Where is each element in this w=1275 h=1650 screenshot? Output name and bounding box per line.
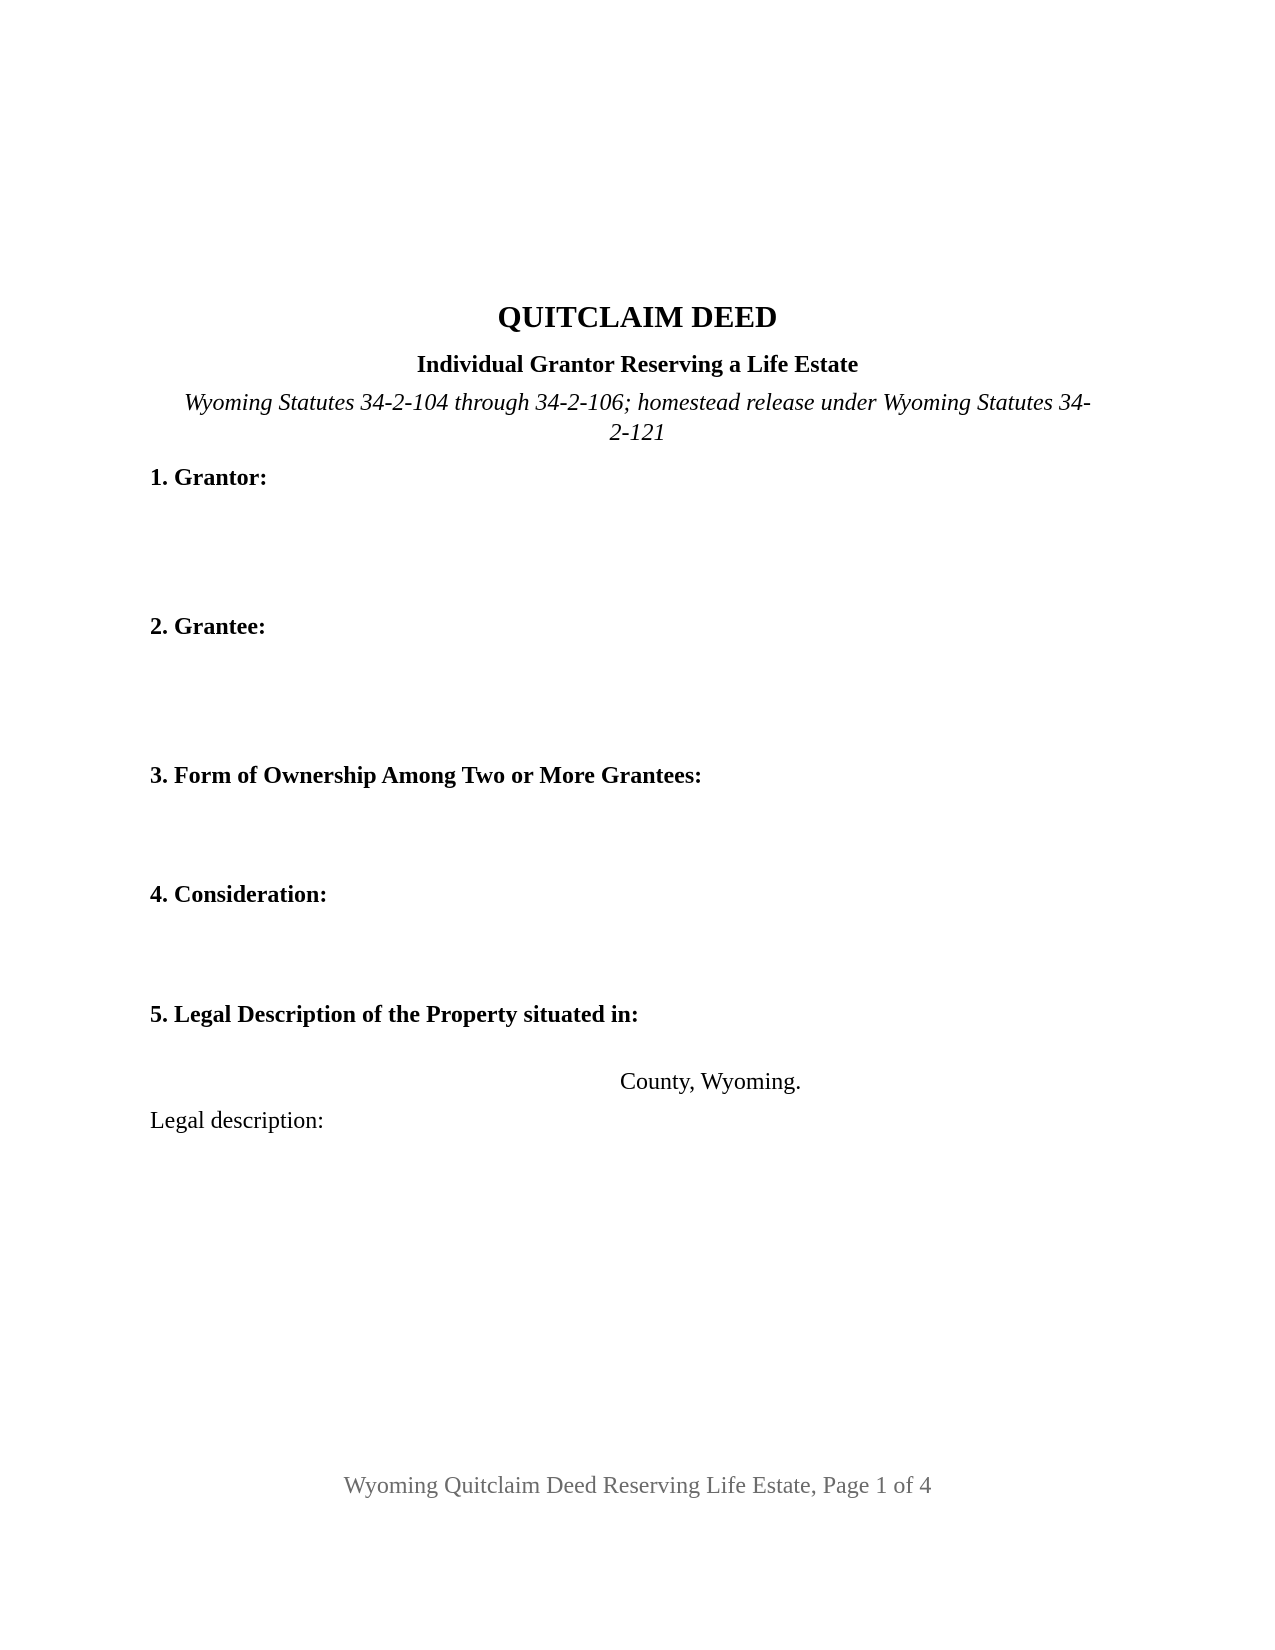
document-subtitle: Individual Grantor Reserving a Life Estate	[416, 352, 859, 378]
consideration-heading: 4. Consideration:	[150, 882, 328, 908]
statute-reference: Wyoming Statutes 34-2-104 through 34-2-106; homestead release under Wyoming Statutes 34-2-121	[184, 390, 1091, 446]
grantor-heading: 1. Grantor:	[150, 465, 268, 491]
grantee-heading: 2. Grantee:	[150, 614, 266, 640]
ownership-heading: 3. Form of Ownership Among Two or More Grantees:	[150, 763, 703, 789]
county-label: County, Wyoming.	[620, 1069, 802, 1095]
document-title: QUITCLAIM DEED	[497, 299, 778, 334]
page-footer: Wyoming Quitclaim Deed Reserving Life Estate, Page 1 of 4	[343, 1473, 932, 1499]
legal-description-label: Legal description:	[150, 1108, 324, 1134]
legal-description-heading: 5. Legal Description of the Property situated in:	[150, 1002, 639, 1028]
